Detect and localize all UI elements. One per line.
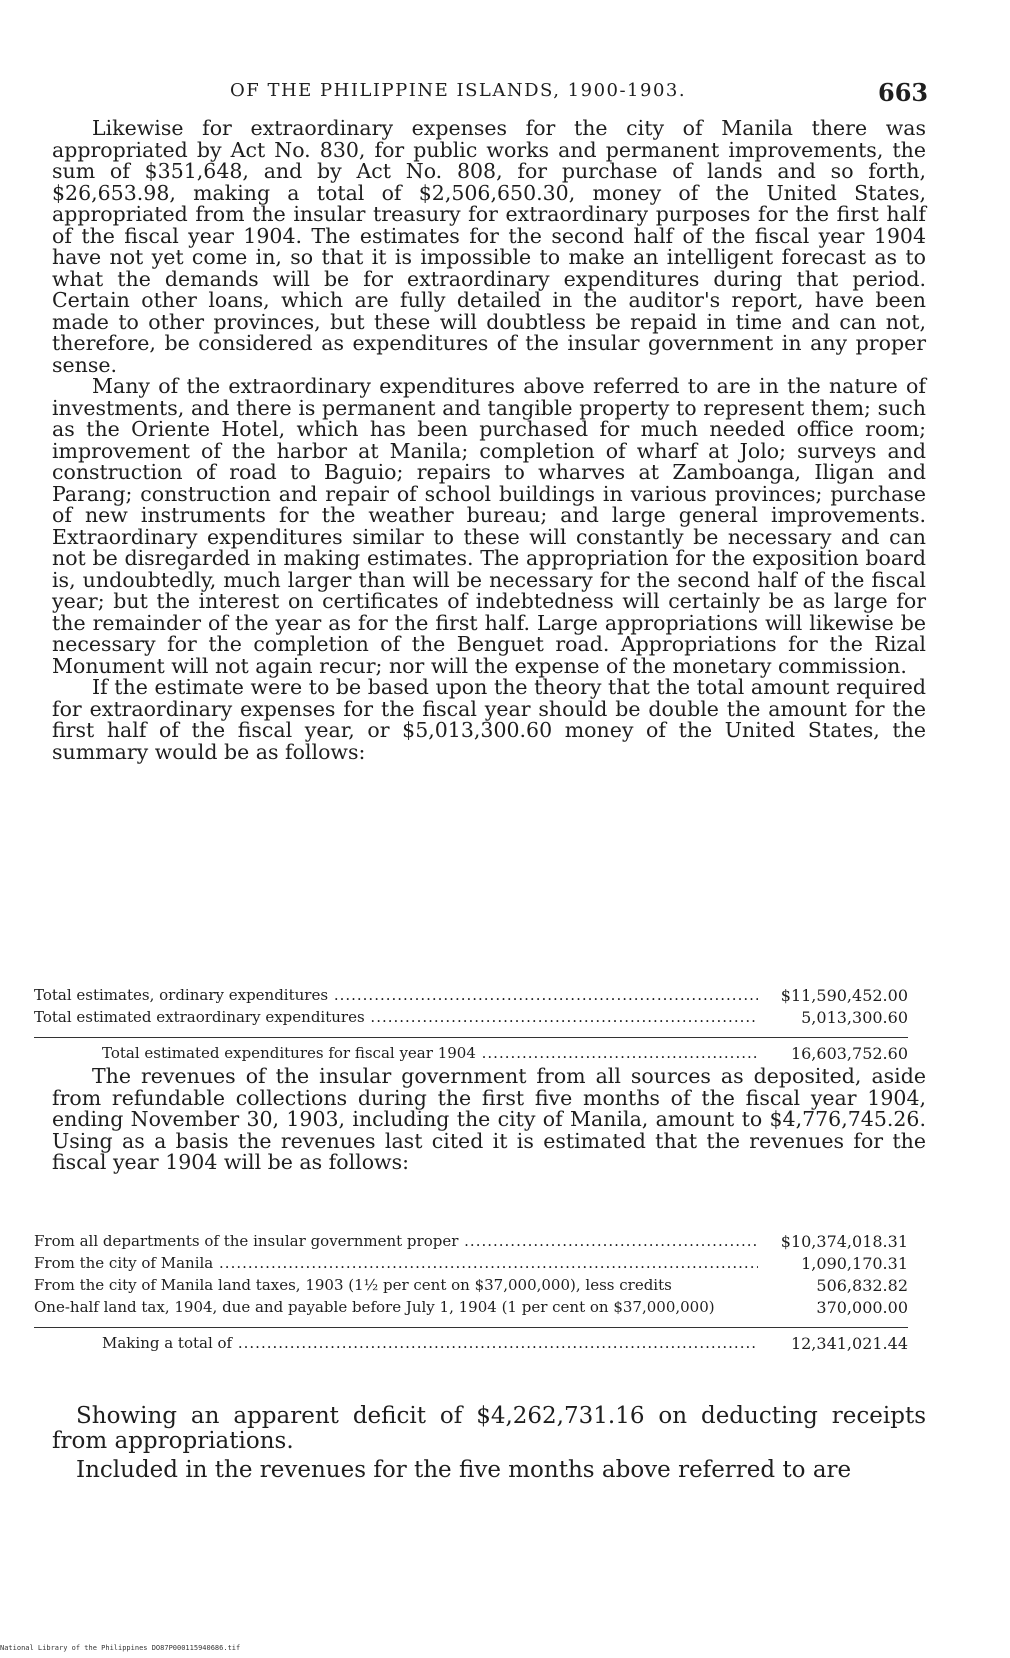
row-amount: 5,013,300.60 [801,1008,908,1027]
table-row [34,986,908,1005]
row-label: One-half land tax, 1904, due and payable before July 1, 1904 (1 per cent on $37,000,000) [34,1298,715,1316]
table-row [34,1254,908,1273]
running-head: OF THE PHILIPPINE ISLANDS, 1900-1903. [230,80,687,101]
table-row [34,1276,908,1295]
revenue-table [34,1232,908,1356]
deficit-text [52,1404,926,1454]
scan-footer: National Library of the Philippines DO87P000115940686.tif [0,1644,241,1652]
table-total-row [34,1037,908,1063]
row-label: From all departments of the insular government proper ..... [34,1232,758,1251]
revenue-text [52,1066,926,1174]
table-total-row [34,1327,908,1353]
table-row [34,1008,908,1027]
table-row [34,1232,908,1251]
row-amount: 1,090,170.31 [801,1254,908,1273]
table-row [34,1298,908,1317]
row-label: From the city of Manila land taxes, 1903 (1½ per cent on $37,000,000), less credits [34,1276,672,1294]
paragraph-extraordinary-expenses: Likewise for extraordinary expenses for the city of Manila there was appropriated by Act No. 830, for public works and permanent improvements, the sum of $351,648, and by Act No. 808, for purchase of lands and so forth, $26,653.98, making a total of $2,506,650.30, money of the United States, appropriated from the insular treasury for extraordinary purposes for the first half of the fiscal year 1904. The estimates for the second half of the fiscal year 1904 have not yet come in, so that it is impossible to make an intelligent forecast as to what the demands will be for extraordinary expenditures during that period. Certain other loans, which are fully detailed in the auditor's report, have been made to other provinces, but these will doubtless be repaid in time and can not, therefore, be considered as expenditures of the insular government in any proper sense. [52,116,926,377]
paragraph-deficit: Showing an apparent deficit of $4,262,731.16 on deducting receipts from appropriations. [52,1403,926,1454]
total-label: Total estimated expenditures for fiscal year 1904 ..... [102,1044,758,1063]
row-amount: $10,374,018.31 [780,1232,908,1251]
total-label: Making a total of ..... [102,1334,758,1353]
paragraph-continuation: Included in the revenues for the five months above referred to are [76,1457,852,1483]
page-number: 663 [878,78,929,107]
row-amount: 370,000.00 [816,1298,908,1317]
total-amount: 12,341,021.44 [790,1334,908,1353]
page-header [0,78,1010,110]
row-amount: 506,832.82 [816,1276,908,1295]
paragraph-investments: Many of the extraordinary expenditures above referred to are in the nature of investments, and there is permanent and tangible property to represent them; such as the Oriente Hotel, which has been purchased for much needed office room; improvement of the harbor at Manila; completion of wharf at Jolo; surveys and construction of road to Baguio; repairs to wharves at Zamboanga, Iligan and Parang; construction and repair of school buildings in various provinces; purchase of new instruments for the weather bureau; and large general improvements. Extraordinary expenditures similar to these will constantly be necessary and can not be disregarded in making estimates. The appropriation for the exposition board is, undoubtedly, much larger than will be necessary for the second half of the fiscal year; but the interest on certificates of indebtedness will certainly be as large for the remainder of the year as for the first half. Large appropriations will likewise be necessary for the completion of the Benguet road. Appropriations for the Rizal Monument will not again recur; nor will the expense of the monetary commission. [52,374,926,678]
paragraph-revenues: The revenues of the insular government from all sources as deposited, aside from refundable collections during the first five months of the fiscal year 1904, ending November 30, 1903, including the city of Manila, amount to $4,776,745.26. Using as a basis the revenues last cited it is estimated that the revenues for the fiscal year 1904 will be as follows: [52,1064,926,1174]
row-amount: $11,590,452.00 [780,986,908,1005]
body-text [52,118,926,763]
paragraph-estimate-theory: If the estimate were to be based upon the theory that the total amount required for extraordinary expenses for the fiscal year should be double the amount for the first half of the fiscal year, or $5,013,300.60 money of the United States, the summary would be as follows: [52,675,926,764]
summary-table [34,986,908,1066]
row-label: From the city of Manila ..... [34,1254,758,1273]
total-amount: 16,603,752.60 [790,1044,908,1063]
row-label: Total estimated extraordinary expenditures ..... [34,1008,758,1027]
continuation-text [52,1458,926,1483]
row-label: Total estimates, ordinary expenditures ..... [34,986,758,1005]
